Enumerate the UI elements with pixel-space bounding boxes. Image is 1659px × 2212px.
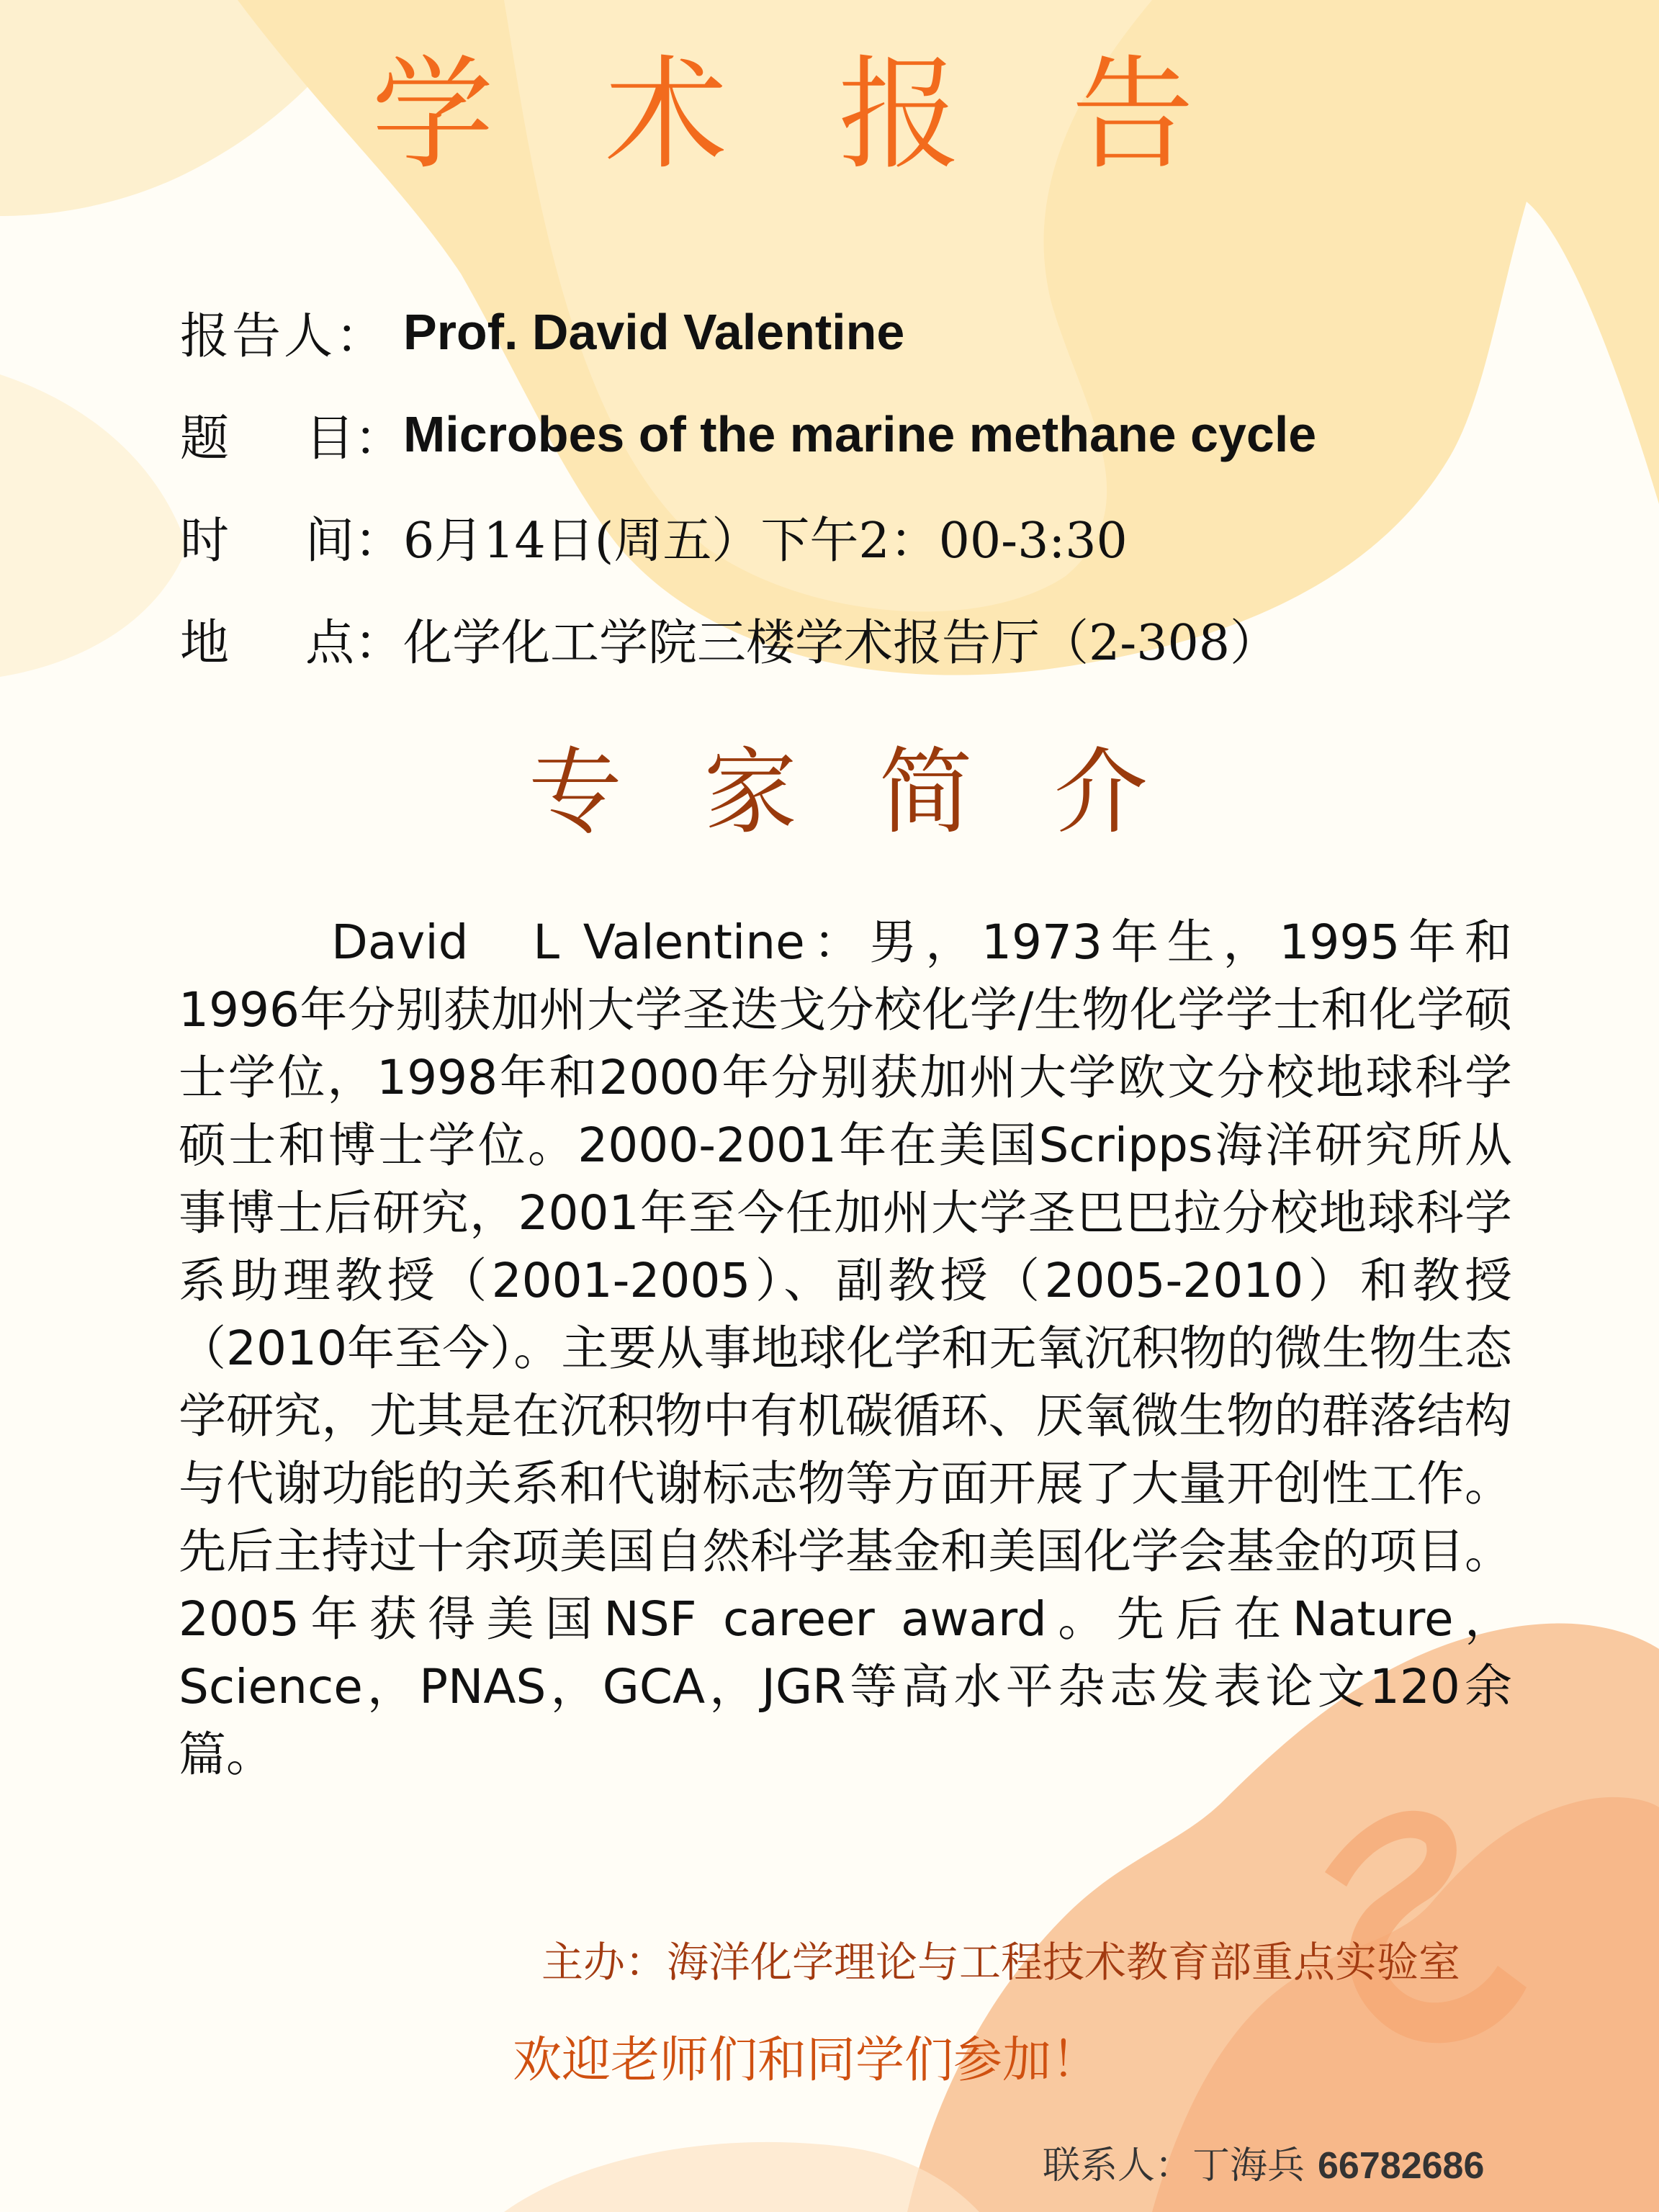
place-row (180, 588, 1548, 690)
topic-row (180, 383, 1548, 485)
time-value: 6月14日(周五）下午2：00-3:30 (403, 512, 1128, 570)
page-title-text: 学 术 报 告 (371, 44, 1231, 186)
speaker-value: Prof. David Valentine (403, 304, 905, 360)
speaker-row (180, 281, 1548, 383)
time-label: 时 间： (180, 512, 403, 570)
report-info (180, 281, 1548, 690)
topic-value: Microbes of the marine methane cycle (403, 406, 1317, 462)
contact-label: 联系人：丁海兵 (1043, 2144, 1305, 2188)
time-row (180, 485, 1548, 588)
topic-label: 题 目： (180, 410, 403, 467)
bio-heading (0, 734, 1659, 850)
welcome-text: 欢迎老师们和同学们参加！ (513, 2032, 1101, 2089)
bio-text: David L Valentine：男，1973年生，1995年和1996年分别获加州大学圣迭戈分校化学/生物化学学士和化学硕士学位，1998年和2000年分别获加州大学欧文分校地球科学硕士和博士学位。2000-2001年在美国Scripps海洋研究所从事博士后研究，2001年至今任加州大学圣巴巴拉分校地球科学系助理教授（2001-2005）、副教授（2005-2010）和教授（2010年至今）。主要从事地球化学和无氧沉积物的微生物生态学研究，尤其是在沉积物中有机碳循环、厌氧微生物的群落结构与代谢功能的关系和代谢标志物等方面开展了大量开创性工作。先后主持过十余项美国自然科学基金和美国化学会基金的项目。2005年获得美国NSF career award。先后在Nature，Science，PNAS，GCA，JGR等高水平杂志发表论文120余篇。 (179, 914, 1512, 1782)
organizer-text: 主办：海洋化学理论与工程技术教育部重点实验室 (541, 1938, 1461, 1987)
page-title (0, 43, 1659, 187)
speaker-label: 报告人： (180, 307, 388, 365)
place-label: 地 点： (180, 614, 403, 672)
place-value: 化学化工学院三楼学术报告厅（2-308） (403, 614, 1280, 672)
bio-heading-text: 专 家 简 介 (529, 737, 1174, 847)
contact-info (1043, 2137, 1619, 2195)
bg-shape-bottom-left-fade (504, 2142, 979, 2212)
contact-phone: 66782686 (1318, 2145, 1485, 2187)
bg-shape-left-mid (0, 374, 187, 677)
